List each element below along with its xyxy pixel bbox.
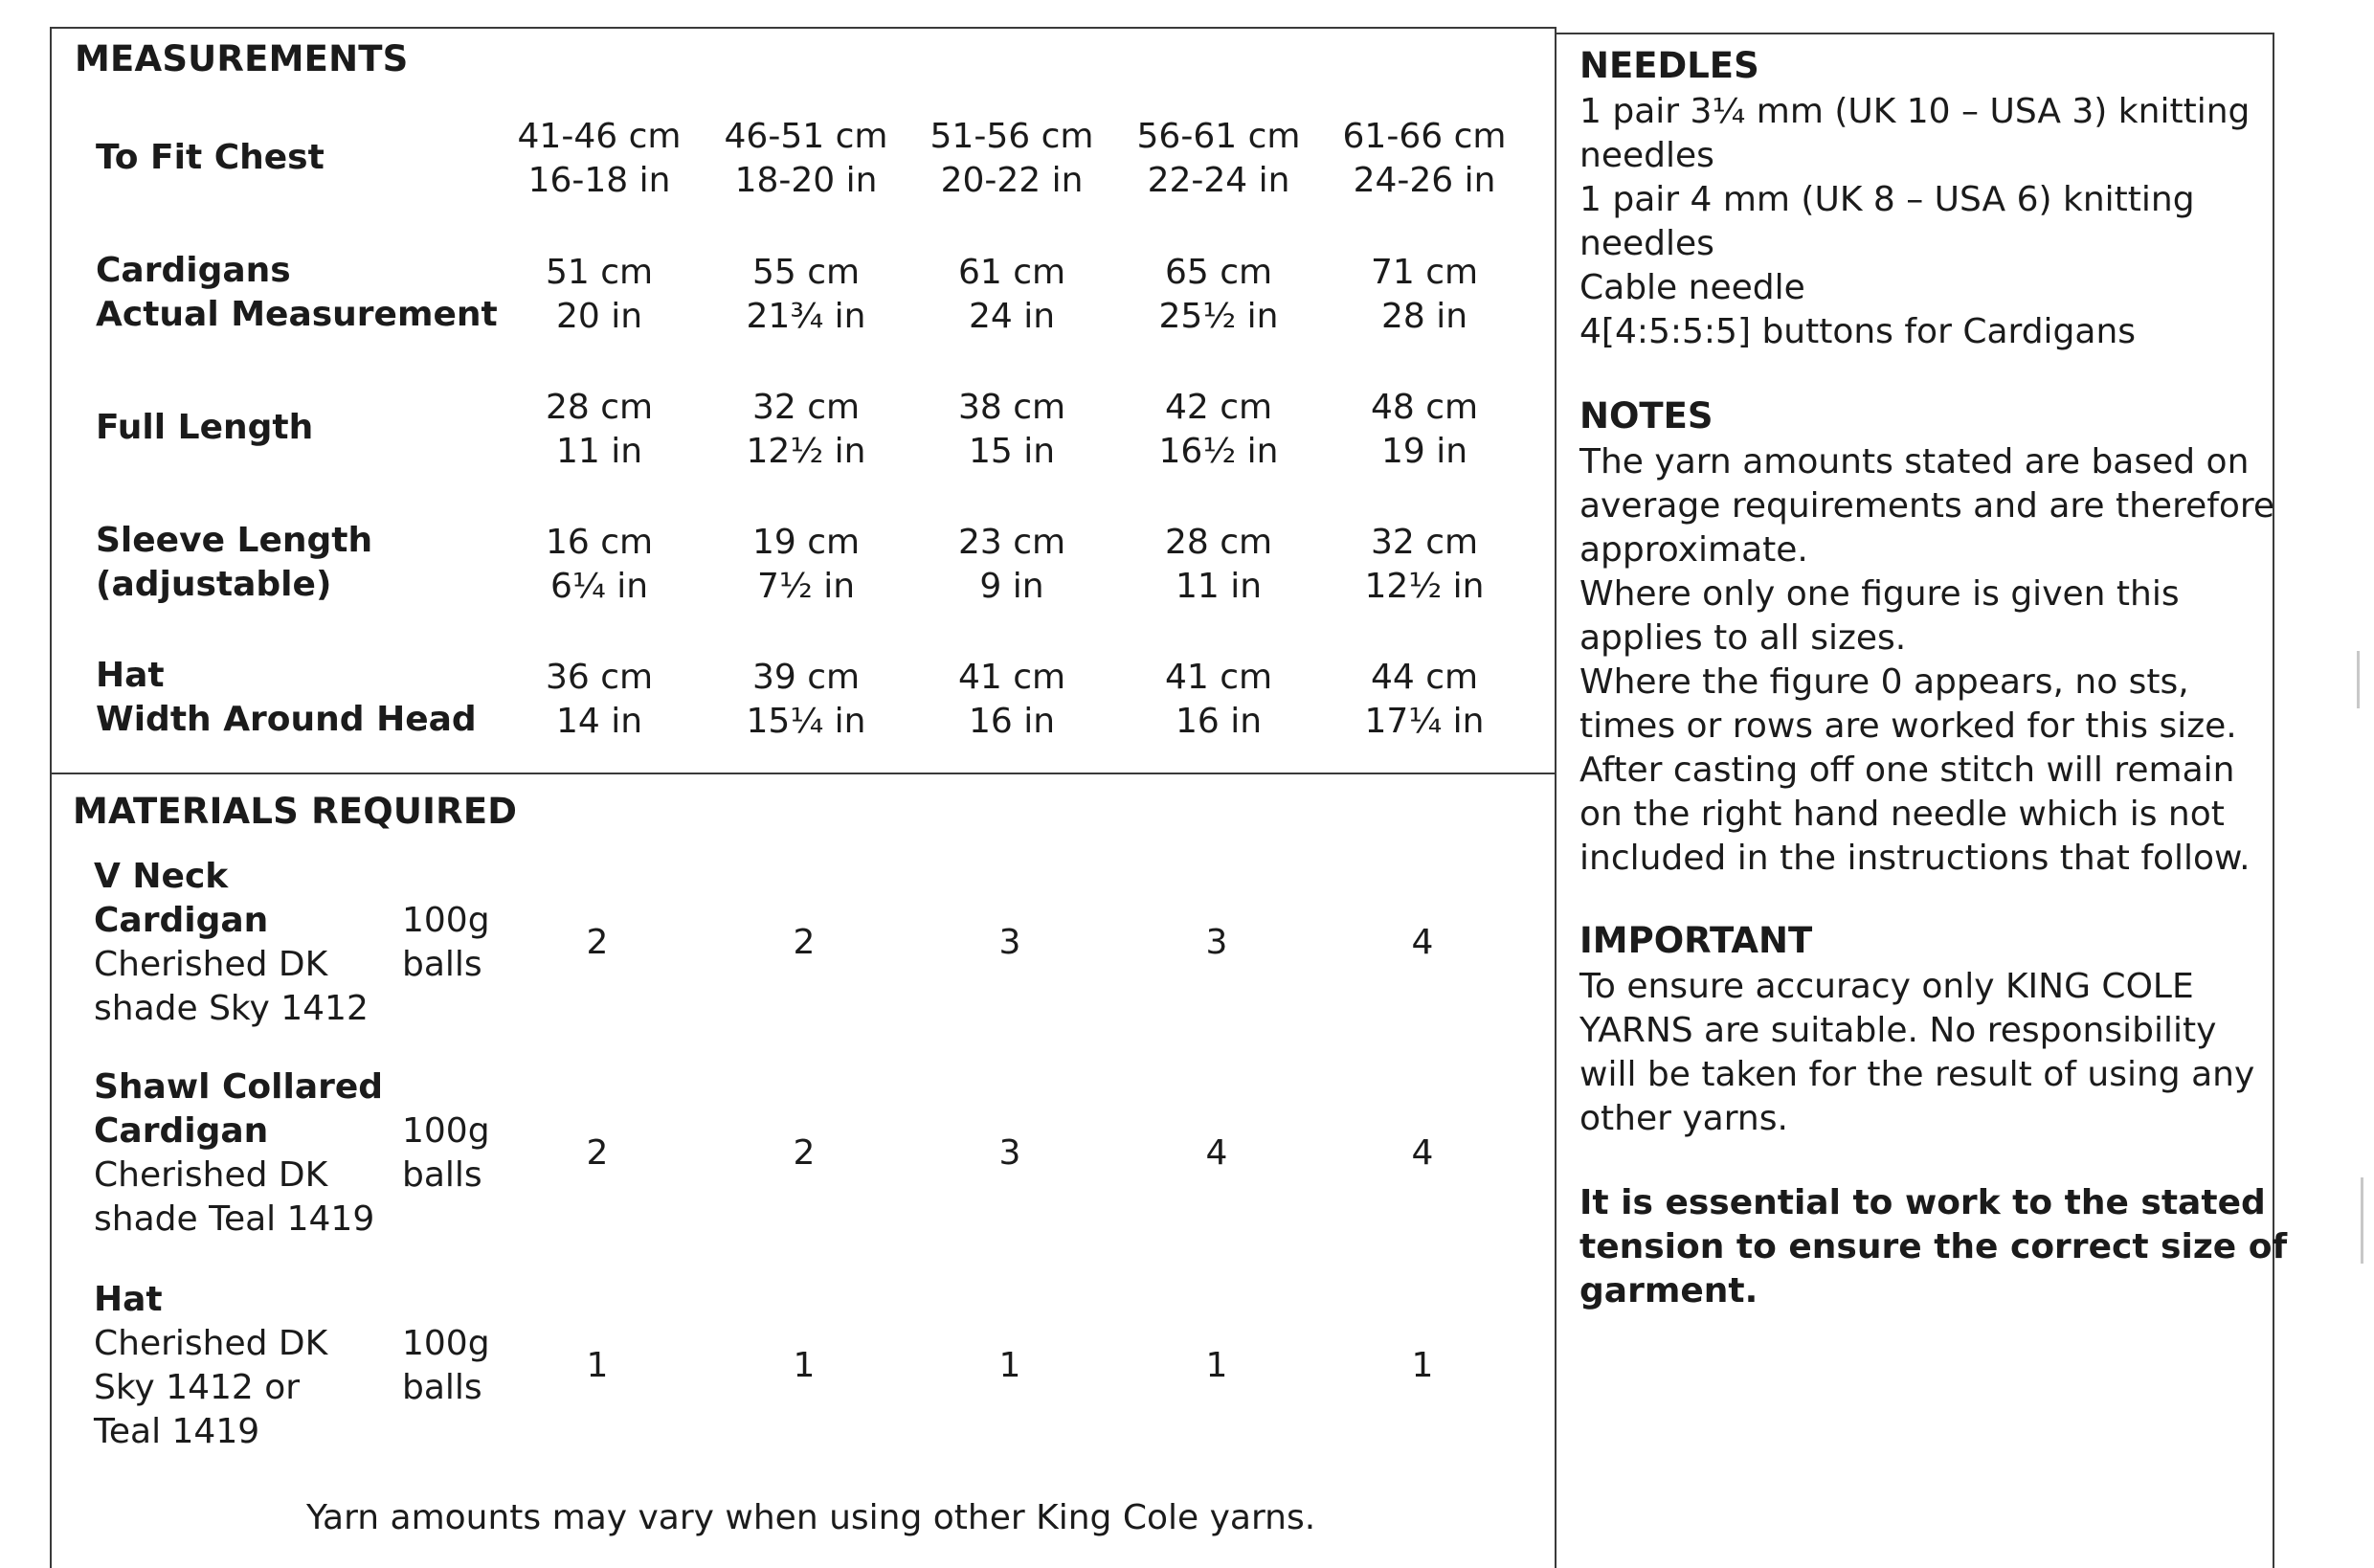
scan-edge-mark: [2357, 651, 2360, 708]
full-length-3: 38 cm 15 in: [957, 388, 1066, 471]
hat-qty-1: 1: [586, 1346, 609, 1385]
cardigan-measure-4: 65 cm 25½ in: [1158, 253, 1279, 336]
hat-width-2: 39 cm 15¼ in: [746, 658, 866, 741]
cardigan-measure-5: 71 cm 28 in: [1370, 253, 1479, 336]
shawl-qty-3: 3: [998, 1133, 1021, 1173]
row-label-cardigans-actual: Cardigans Actual Measurement: [96, 251, 498, 334]
yarn-footnote: Yarn amounts may vary when using other King Cole yarns.: [306, 1498, 1316, 1537]
vneck-qty-2: 2: [793, 923, 816, 962]
chest-size-2: 46-51 cm 18-20 in: [724, 117, 888, 200]
full-length-2: 32 cm 12½ in: [746, 388, 866, 471]
shawl-qty-5: 4: [1411, 1133, 1434, 1173]
tension-warning-line: tension to ensure the correct size of: [1579, 1227, 2288, 1266]
hat-qty-4: 1: [1205, 1346, 1228, 1385]
material-shawl-unit: 100g balls: [402, 1111, 490, 1195]
chest-size-4: 56-61 cm 22-24 in: [1136, 117, 1301, 200]
full-length-4: 42 cm 16½ in: [1158, 388, 1279, 471]
hat-qty-2: 1: [793, 1346, 816, 1385]
row-label-chest: To Fit Chest: [96, 138, 325, 177]
tension-warning-line: It is essential to work to the stated: [1579, 1183, 2266, 1222]
tension-warning-line: garment.: [1579, 1271, 1758, 1310]
full-length-1: 28 cm 11 in: [545, 388, 654, 471]
notes-section: NOTES The yarn amounts stated are based on average requirements and are therefore approximate. Where only one figure is given this applies to all sizes. Where the figure 0 appears, no sts, times or rows are worked for this size. After casting off one stitch will remain on the right hand needle which is not included in the instructions that follow.: [1579, 392, 2269, 881]
chest-size-5: 61-66 cm 24-26 in: [1342, 117, 1507, 200]
material-hat: Hat Cherished DK Sky 1412 or Teal 1419: [94, 1280, 328, 1451]
hat-width-4: 41 cm 16 in: [1164, 658, 1273, 741]
section-divider: [50, 773, 1557, 774]
shawl-qty-1: 2: [586, 1133, 609, 1173]
needles-section: NEEDLES 1 pair 3¼ mm (UK 10 – USA 3) knitting needles 1 pair 4 mm (UK 8 – USA 6) knitting needles Cable needle 4[4:5:5:5] buttons for Cardigans: [1579, 42, 2269, 354]
hat-width-5: 44 cm 17¼ in: [1364, 658, 1485, 741]
important-section: IMPORTANT To ensure accuracy only KING COLE YARNS are suitable. No responsibility will be taken for the result of using any other yarns. It is essential to work to the stated tension to ensure the correct size of garment.: [1579, 917, 2269, 1313]
material-hat-unit: 100g balls: [402, 1324, 490, 1407]
chest-size-1: 41-46 cm 16-18 in: [517, 117, 682, 200]
sleeve-length-4: 28 cm 11 in: [1164, 523, 1273, 606]
hat-qty-5: 1: [1411, 1346, 1434, 1385]
vneck-qty-4: 3: [1205, 923, 1228, 962]
sleeve-length-3: 23 cm 9 in: [957, 523, 1066, 606]
row-label-sleeve-length: Sleeve Length (adjustable): [96, 521, 373, 604]
row-label-hat-width: Hat Width Around Head: [96, 656, 477, 739]
measurements-heading: MEASUREMENTS: [75, 38, 409, 79]
cardigan-measure-3: 61 cm 24 in: [957, 253, 1066, 336]
sleeve-length-1: 16 cm 6¼ in: [545, 523, 654, 606]
materials-heading: MATERIALS REQUIRED: [73, 791, 518, 832]
material-shawl-cardigan: Shawl Collared Cardigan Cherished DK shade Teal 1419: [94, 1067, 384, 1239]
chest-size-3: 51-56 cm 20-22 in: [929, 117, 1094, 200]
important-heading: IMPORTANT: [1579, 920, 1813, 961]
material-vneck-cardigan: V Neck Cardigan Cherished DK shade Sky 1412: [94, 857, 369, 1028]
vneck-qty-3: 3: [998, 923, 1021, 962]
full-length-5: 48 cm 19 in: [1370, 388, 1479, 471]
hat-width-1: 36 cm 14 in: [545, 658, 654, 741]
hat-width-3: 41 cm 16 in: [957, 658, 1066, 741]
needles-heading: NEEDLES: [1579, 45, 1759, 86]
shawl-qty-4: 4: [1205, 1133, 1228, 1173]
shawl-qty-2: 2: [793, 1133, 816, 1173]
cardigan-measure-1: 51 cm 20 in: [545, 253, 654, 336]
hat-qty-3: 1: [998, 1346, 1021, 1385]
row-label-full-length: Full Length: [96, 408, 314, 447]
notes-heading: NOTES: [1579, 395, 1713, 437]
sleeve-length-2: 19 cm 7½ in: [751, 523, 861, 606]
vneck-qty-1: 2: [586, 923, 609, 962]
scan-edge-mark: [2361, 1177, 2363, 1264]
cardigan-measure-2: 55 cm 21¾ in: [746, 253, 866, 336]
sleeve-length-5: 32 cm 12½ in: [1364, 523, 1485, 606]
vneck-qty-5: 4: [1411, 923, 1434, 962]
material-vneck-unit: 100g balls: [402, 901, 490, 984]
